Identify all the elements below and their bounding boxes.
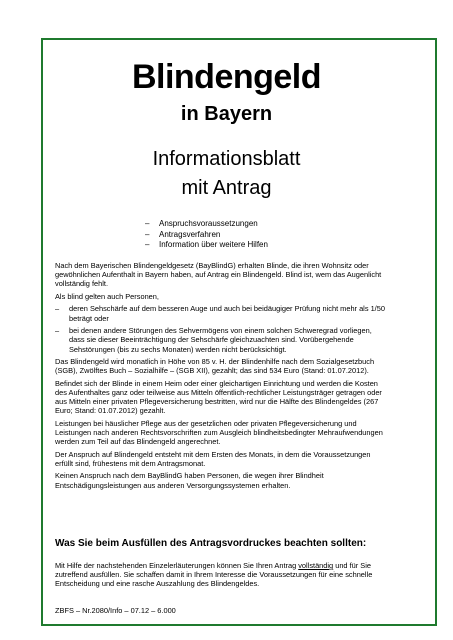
info-heading-line2: mit Antrag <box>181 177 272 199</box>
list-item <box>55 326 387 354</box>
section-body-text: Mit Hilfe der nachstehenden Einzelerläuterungen können Sie Ihren Antrag <box>55 561 299 570</box>
document-title: Blindengeld <box>131 58 322 96</box>
paragraph-care-benefits: Leistungen bei häuslicher Pflege aus der gesetzlichen oder privaten Pflegeversicherung und Leistungen nach anderen Rechtsvorschriften zum Ausgleich blindheitsbedingter Mehraufwendungen werden zum Teil auf das Blindengeld angerechnet. <box>55 418 383 447</box>
paragraph-intro: Nach dem Bayerischen Blindengeldgesetz (BayBlindG) erhalten Blinde, die ihren Wohnsitz oder gewöhnlichen Aufenthalt in Bayern haben, auf Antrag ein Blindengeld. Blind ist, wem das Augenlicht vollständig fehlt. <box>55 261 382 289</box>
section-heading: Was Sie beim Ausfüllen des Antragsvordruckes beachten sollten: <box>55 538 367 549</box>
paragraph-exclusion: Keinen Anspruch nach dem BayBlindG haben Personen, die wegen ihrer Blindheit Entschädigungsleistungen aus anderen Versorgungssystemen erhalten. <box>55 471 324 490</box>
list-item <box>55 304 387 322</box>
dash-marker: – <box>55 304 60 314</box>
dash-marker: – <box>55 326 60 336</box>
paragraph-entitlement-start: Der Anspruch auf Blindengeld entsteht mit dem Ersten des Monats, in dem die Voraussetzungen erfüllt sind, frühestens mit dem Antragsmonat. <box>55 449 371 468</box>
underlined-word: vollständig <box>298 561 334 570</box>
contents-item: – Anspruchsvoraussetzungen <box>145 219 268 230</box>
paragraph-blind-definition: Als blind gelten auch Personen, <box>55 291 159 301</box>
document-subtitle: in Bayern <box>180 103 273 125</box>
paragraph-institution: Befindet sich der Blinde in einem Heim oder einer gleichartigen Einrichtung und werden die Kosten des Aufenthaltes ganz oder teilweise aus Mitteln öffentlich-rechtlicher Leistungsträger getragen oder aus Mitteln einer privaten Pflegeversicherung bestritten, wird nur die Hälfte des Blindengeldes (267 Euro; Stand: 01.07.2012) gezahlt. <box>55 378 382 416</box>
footer-reference: ZBFS – Nr.2080/Info – 07.12 – 6.000 <box>55 606 176 615</box>
info-heading-line1: Informationsblatt <box>152 148 301 170</box>
contents-item: – Information über weitere Hilfen <box>145 240 268 251</box>
list-item-text: deren Sehschärfe auf dem besseren Auge und auch bei beidäugiger Prüfung nicht mehr als 1/50 beträgt oder <box>69 304 385 323</box>
section-body-text: und für Sie zutreffend ausfüllen. Sie schaffen damit in Ihrem Interesse die Voraussetzungen für eine schnelle Entscheidung und eine rasche Auszahlung des Blindengeldes. <box>55 561 373 589</box>
list-item-text: bei denen andere Störungen des Sehvermögens von einem solchen Schweregrad vorliegen, dass sie dieser Beeinträchtigung der Sehschärfe gleichzuachten sind. Vorübergehende Sehstörungen (bis zu sechs Monaten) werden nicht berücksichtigt. <box>69 326 372 354</box>
contents-item: – Antragsverfahren <box>145 230 268 241</box>
main-text <box>55 261 387 493</box>
paragraph-amount: Das Blindengeld wird monatlich in Höhe von 85 v. H. der Blindenhilfe nach dem Sozialgesetzbuch (SGB), Zwölftes Buch – Sozialhilfe – (SGB XII), gezahlt; das sind 534 Euro (Stand: 01.07.2012). <box>55 357 375 376</box>
section-body <box>55 561 387 589</box>
contents-list <box>145 219 268 251</box>
